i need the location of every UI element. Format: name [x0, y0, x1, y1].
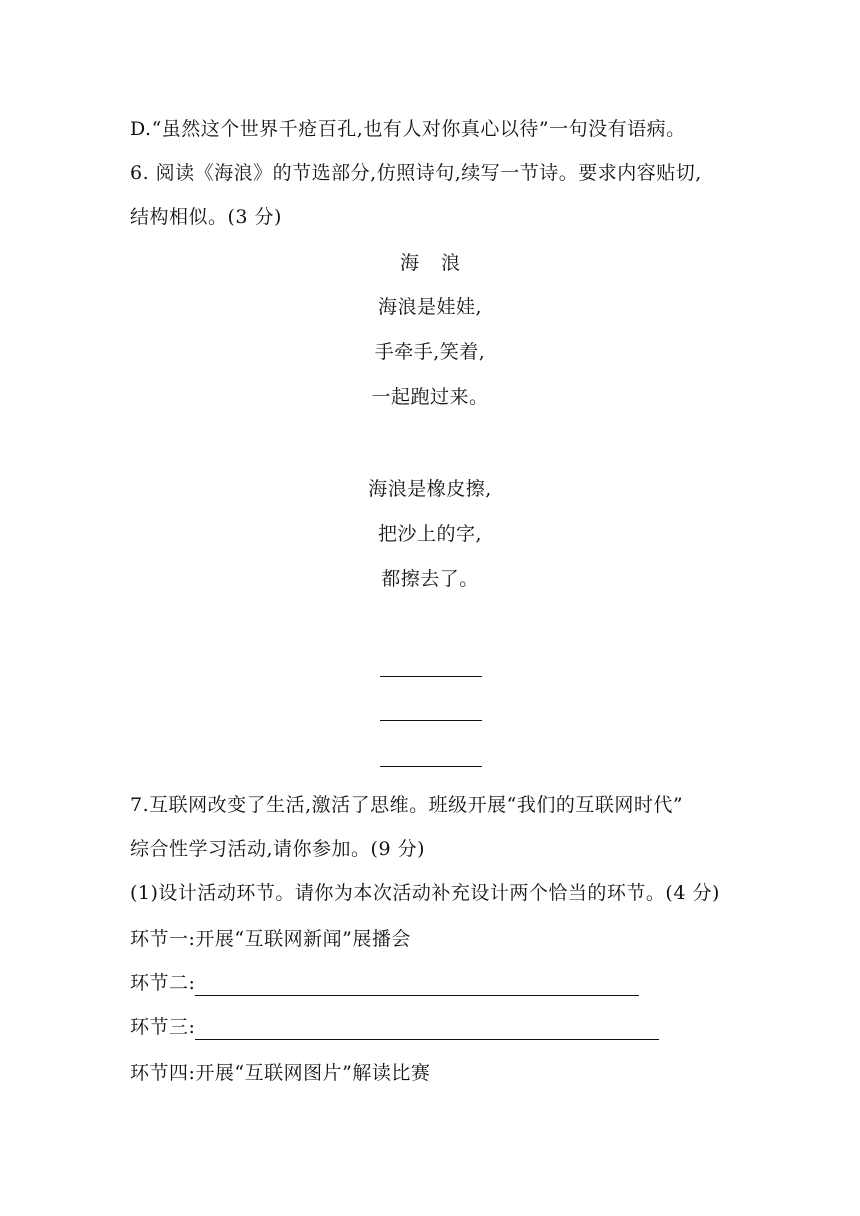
- question-7-line-2: 综合性学习活动,请你参加。(9 分): [130, 838, 425, 860]
- step-1-text: 环节一:开展“互联网新闻”展播会: [130, 928, 411, 950]
- step-4-text: 环节四:开展“互联网图片”解读比赛: [130, 1062, 431, 1084]
- step-3-label: 环节三:: [130, 1016, 196, 1038]
- question-6-line-1: 6. 阅读《海浪》的节选部分,仿照诗句,续写一节诗。要求内容贴切,: [130, 162, 702, 184]
- option-d-text: D.“虽然这个世界千疮百孔,也有人对你真心以待”一句没有语病。: [130, 118, 686, 140]
- poem-title-char-1: 海: [399, 252, 419, 274]
- poem-title: [0, 250, 860, 276]
- step-2-label: 环节二:: [130, 972, 196, 994]
- step-3-answer-blank[interactable]: [195, 1021, 659, 1040]
- step-2-answer-blank[interactable]: [195, 977, 639, 996]
- step-3-row: [130, 1014, 659, 1040]
- answer-blank-line-3[interactable]: [380, 766, 482, 767]
- question-7-line-1: 7.互联网改变了生活,激活了思维。班级开展“我们的互联网时代”: [130, 794, 684, 816]
- question-6-line-2: 结构相似。(3 分): [130, 206, 282, 228]
- poem-stanza-2-line-1: 海浪是橡皮擦,: [368, 478, 492, 500]
- poem-stanza-1-line-1: 海浪是娃娃,: [377, 296, 483, 318]
- poem-stanza-2-line-2: 把沙上的字,: [377, 523, 483, 545]
- poem-stanza-1-line-3: 一起跑过来。: [371, 386, 489, 408]
- poem-title-char-2: 浪: [441, 252, 461, 274]
- question-7-sub-1: (1)设计活动环节。请你为本次活动补充设计两个恰当的环节。(4 分): [130, 882, 720, 904]
- answer-blank-line-1[interactable]: [380, 676, 482, 677]
- poem-stanza-2-line-3: 都擦去了。: [381, 568, 479, 590]
- poem-stanza-1-line-2: 手牵手,笑着,: [374, 341, 486, 363]
- step-2-row: [130, 970, 639, 996]
- answer-blank-line-2[interactable]: [380, 720, 482, 721]
